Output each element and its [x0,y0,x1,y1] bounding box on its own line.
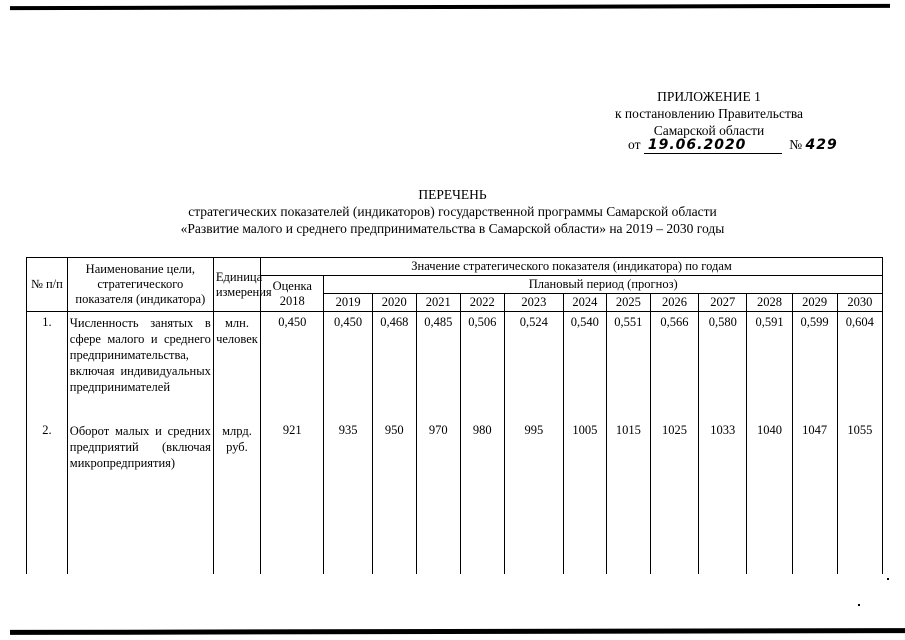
row-no: 1. [27,312,68,421]
header-year: 2024 [563,294,606,312]
table-row [27,312,883,421]
attachment-decree: к постановлению Правительства [614,106,804,121]
row-value: 970 [416,420,460,574]
row-value: 0,591 [747,312,792,421]
header-year: 2029 [792,294,837,312]
from-label: от [628,137,641,152]
row-value: 0,468 [372,312,416,421]
header-year: 2026 [650,294,698,312]
attachment-block [579,88,839,139]
document-title [0,186,905,237]
row-value: 995 [504,420,563,574]
row-value: 1015 [606,420,650,574]
decree-reference [628,137,838,154]
attachment-title: ПРИЛОЖЕНИЕ 1 [657,89,761,104]
header-year: 2028 [747,294,792,312]
decree-number: 429 [805,137,838,153]
header-name: Наименование цели, стратегического показателя (индикатора) [67,258,213,312]
table-row [27,420,883,574]
row-name: Численность занятых в сфере малого и среднего предпринимательства, включая индивидуальных предпринимателей [67,312,213,421]
row-value: 0,551 [606,312,650,421]
header-year: 2021 [416,294,460,312]
row-value: 0,524 [504,312,563,421]
row-value: 0,580 [699,312,747,421]
row-value: 1005 [563,420,606,574]
scan-speck [858,604,860,606]
row-value: 0,485 [416,312,460,421]
header-year: 2025 [606,294,650,312]
row-value: 1055 [837,420,882,574]
header-year: 2019 [324,294,372,312]
title-heading: ПЕРЕЧЕНЬ [418,187,487,202]
row-value: 0,566 [650,312,698,421]
header-year: 2023 [504,294,563,312]
attachment-region: Самарской области [653,123,765,138]
row-value: 0,604 [837,312,882,421]
row-value: 1033 [699,420,747,574]
scan-bottom-border [10,628,905,635]
row-value: 1025 [650,420,698,574]
row-value: 935 [324,420,372,574]
row-value: 950 [372,420,416,574]
decree-date: 19.06.2020 [644,137,782,154]
row-name: Оборот малых и средних предприятий (включая микропредприятия) [67,420,213,574]
row-value: 0,506 [460,312,504,421]
row-no: 2. [27,420,68,574]
number-label: № [789,137,803,152]
row-value: 0,540 [563,312,606,421]
header-no: № п/п [27,258,68,312]
row-unit: млн. человек [213,312,260,421]
header-estimate: Оценка 2018 [261,276,324,312]
row-value: 0,450 [324,312,372,421]
header-year: 2020 [372,294,416,312]
row-value: 0,599 [792,312,837,421]
indicators-table [26,257,883,574]
row-estimate: 921 [261,420,324,574]
header-year: 2027 [699,294,747,312]
row-value: 1047 [792,420,837,574]
scan-top-border [10,4,890,10]
row-value: 980 [460,420,504,574]
header-planned: Плановый период (прогноз) [324,276,883,294]
title-subject: стратегических показателей (индикаторов) государственной программы Самарской области [188,204,717,219]
header-year: 2030 [837,294,882,312]
title-program: «Развитие малого и среднего предпринимательства в Самарской области» на 2019 – 2030 годы [180,221,725,236]
header-values: Значение стратегического показателя (индикатора) по годам [261,258,883,276]
row-estimate: 0,450 [261,312,324,421]
header-unit: Единица измерения [213,258,260,312]
header-year: 2022 [460,294,504,312]
row-unit: млрд. руб. [213,420,260,574]
scan-speck [887,578,889,580]
row-value: 1040 [747,420,792,574]
